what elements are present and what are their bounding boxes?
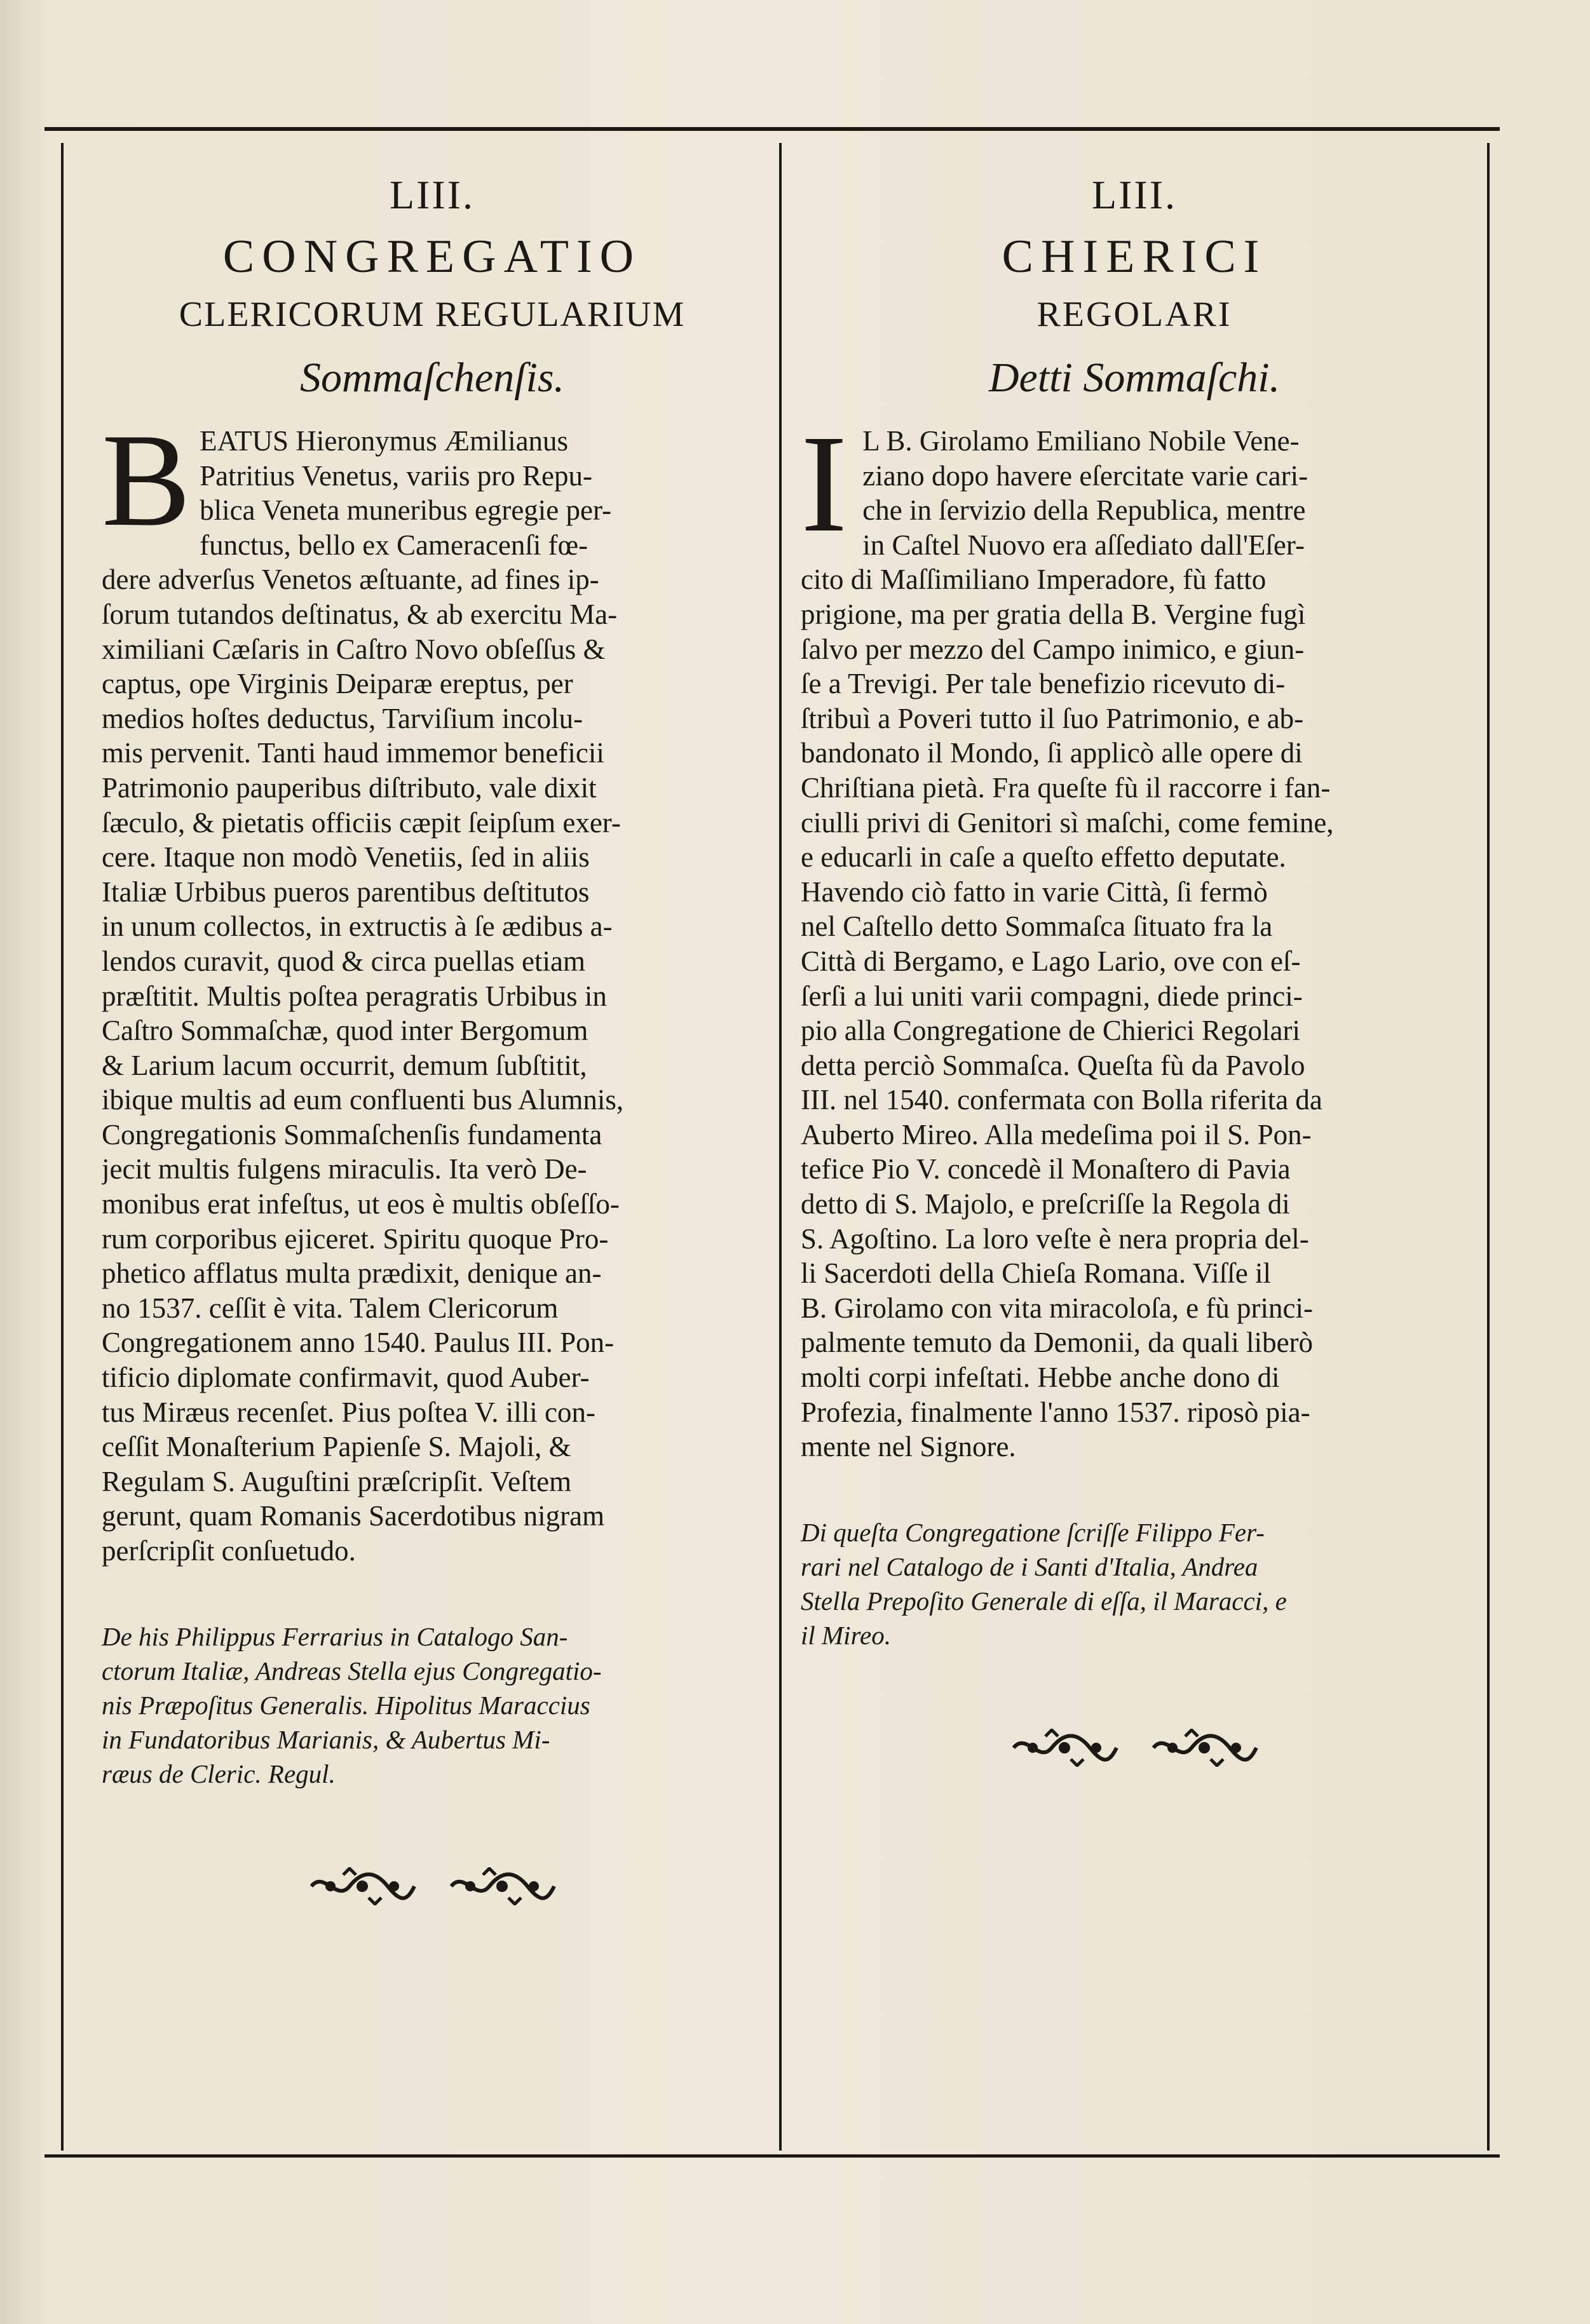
text-line: ſorum tutandos deſtinatus, & ab exercitu Ma- [102, 598, 618, 630]
text-line: Regulam S. Auguſtini præſcripſit. Veſtem [102, 1465, 572, 1497]
text-line: perſcripſit conſuetudo. [102, 1535, 356, 1567]
text-line: ibique multis ad eum confluenti bus Alumnis, [102, 1084, 624, 1116]
text-line: gerunt, quam Romanis Sacerdotibus nigram [102, 1500, 605, 1532]
text-line: no 1537. ceſſit è vita. Talem Clericorum [102, 1292, 559, 1324]
text-line: EATUS Hieronymus Æmilianus [200, 425, 569, 457]
right-rule [1487, 143, 1490, 2151]
text-line: lendos curavit, quod & circa puellas etiam [102, 945, 586, 977]
text-line: & Larium lacum occurrit, demum ſubſtitit, [102, 1049, 587, 1081]
text-line: rum corporibus ejiceret. Spiritu quoque Pro- [102, 1222, 609, 1255]
note-line: rari nel Catalogo de i Santi d'Italia, Andrea [801, 1551, 1258, 1581]
fleuron-icon [305, 1867, 419, 1905]
text-line: mis pervenit. Tanti haud immemor beneficii [102, 737, 604, 769]
text-line: detta perciò Sommaſca. Queſta fù da Pavolo [801, 1049, 1305, 1081]
text-line: Auberto Mireo. Alla medeſima poi il S. Pon- [801, 1118, 1312, 1151]
body-text [102, 407, 763, 1569]
text-line: Chriſtiana pietà. Fra queſte fù il raccorre i fan- [801, 771, 1331, 804]
text-line: tificio diplomate confirmavit, quod Auber- [102, 1361, 590, 1394]
text-line: e educarli in caſe a queſto effetto deputate. [801, 841, 1286, 874]
fleuron-icon [1007, 1729, 1122, 1767]
note-line: in Fundatoribus Marianis, & Aubertus Mi- [102, 1724, 550, 1754]
fleuron-icon [1147, 1729, 1261, 1767]
text-line: Congregationis Sommaſchenſis fundamenta [102, 1118, 602, 1151]
section-number: LIII. [389, 172, 475, 217]
text-line: in Caſtel Nuovo era aſſediato dall'Eſer- [862, 529, 1305, 561]
text-line: B. Girolamo con vita miracoloſa, e fù princi- [801, 1292, 1314, 1324]
text-line: jecit multis fulgens miraculis. Ita verò De- [102, 1153, 587, 1186]
text-line: palmente temuto da Demonii, da quali liberò [801, 1327, 1314, 1359]
text-line: ſerſi a lui uniti varii compagni, diede princi- [801, 980, 1303, 1012]
text-line: Patritius Venetus, variis pro Repu- [200, 459, 592, 492]
center-rule [779, 143, 782, 2151]
text-line: functus, bello ex Cameracenſi fœ- [200, 529, 588, 561]
text-line: blica Veneta muneribus egregie per- [200, 494, 612, 527]
text-line: ziano dopo havere eſercitate varie cari- [862, 459, 1308, 492]
text-line: Congregationem anno 1540. Paulus III. Pon- [102, 1327, 615, 1359]
ornament [801, 1729, 1468, 1767]
note-line: nis Præpoſitus Generalis. Hipolitus Maraccius [102, 1690, 590, 1720]
text-line: Patrimonio pauperibus diſtributo, vale dixit [102, 771, 597, 804]
text-line: molti corpi infeſtati. Hebbe anche dono di [801, 1361, 1280, 1394]
section-italic-heading: Sommaſchenſis. [299, 355, 565, 401]
text-line: che in ſervizio della Republica, mentre [862, 494, 1306, 527]
left-rule [61, 143, 64, 2151]
note-line: Di queſta Congregatione ſcriſſe Filippo Fer- [801, 1517, 1265, 1547]
fleuron-icon [445, 1867, 559, 1905]
text-line: S. Agoſtino. La loro veſte è nera propria del- [801, 1222, 1309, 1255]
text-line: præſtitit. Multis poſtea peragratis Urbibus in [102, 980, 607, 1012]
text-line: li Sacerdoti della Chieſa Romana. Viſſe il [801, 1257, 1272, 1290]
text-line: mente nel Signore. [801, 1431, 1016, 1463]
note-line: De his Philippus Ferrarius in Catalogo San- [102, 1621, 568, 1651]
text-line: pio alla Congregatione de Chierici Regolari [801, 1015, 1301, 1047]
text-line: dere adverſus Venetos æſtuante, ad fines ip- [102, 564, 599, 596]
text-line: ſalvo per mezzo del Campo inimico, e giun- [801, 633, 1305, 665]
text-line: ciulli privi di Genitori sì maſchi, come femine, [801, 806, 1334, 839]
text-line: medios hoſtes deductus, Tarviſium incolu- [102, 702, 583, 734]
text-line: in unum collectos, in extructis à ſe ædibus a- [102, 910, 613, 943]
text-line: bandonato il Mondo, ſi applicò alle opere di [801, 737, 1303, 769]
note-line: il Mireo. [801, 1620, 891, 1650]
text-line: monibus erat infeſtus, ut eos è multis obſeſſo- [102, 1188, 620, 1220]
text-line: Profezia, finalmente l'anno 1537. riposò pia- [801, 1396, 1310, 1428]
drop-cap: I [801, 406, 848, 561]
section-number: LIII. [1091, 172, 1178, 217]
ornament [102, 1867, 763, 1905]
text-line: ceſſit Monaſterium Papienſe S. Majoli, & [102, 1431, 571, 1463]
text-line: Città di Bergamo, e Lago Lario, ove con eſ- [801, 945, 1301, 977]
text-line: detto di S. Majolo, e preſcriſſe la Regola di [801, 1188, 1290, 1220]
text-line: cito di Maſſimiliano Imperadore, fù fatto [801, 564, 1267, 596]
latin-column [102, 152, 763, 1905]
italian-column [801, 152, 1468, 1767]
text-line: nel Caſtello detto Sommaſca ſituato fra la [801, 910, 1273, 943]
text-line: Italiæ Urbibus pueros parentibus deſtitutos [102, 875, 590, 908]
section-italic-heading: Detti Sommaſchi. [988, 355, 1281, 401]
section-title: CHIERICI [1002, 231, 1267, 283]
text-line: L B. Girolamo Emiliano Nobile Vene- [862, 425, 1300, 457]
note-text [801, 1515, 1468, 1652]
text-line: ximiliani Cæſaris in Caſtro Novo obſeſſus & [102, 633, 606, 665]
section-subtitle: REGOLARI [1036, 295, 1232, 334]
note-line: Stella Prepoſito Generale di eſſa, il Maracci, e [801, 1586, 1287, 1616]
text-line: phetico afflatus multa prædixit, denique an- [102, 1257, 602, 1290]
text-line: Havendo ciò fatto in varie Città, ſi fermò [801, 875, 1268, 908]
note-line: ctorum Italiæ, Andreas Stella ejus Congregatio- [102, 1656, 602, 1686]
note-text [102, 1619, 763, 1791]
text-line: ſtribuì a Poveri tutto il ſuo Patrimonio, e ab- [801, 702, 1304, 734]
drop-cap: B [102, 407, 191, 554]
section-subtitle: CLERICORUM REGULARIUM [179, 295, 686, 334]
text-line: tefice Pio V. concedè il Monaſtero di Pavia [801, 1153, 1291, 1186]
text-line: captus, ope Virginis Deiparæ ereptus, per [102, 668, 573, 700]
text-line: ſe a Trevigi. Per tale benefizio ricevuto di- [801, 668, 1286, 700]
text-line: Caſtro Sommaſchæ, quod inter Bergomum [102, 1015, 588, 1047]
body-text [801, 406, 1468, 1464]
section-title: CONGREGATIO [222, 231, 642, 283]
text-line: cere. Itaque non modò Venetiis, ſed in aliis [102, 841, 590, 874]
text-line: ſæculo, & pietatis officiis cæpit ſeipſum exer- [102, 806, 621, 839]
text-line: tus Miræus recenſet. Pius poſtea V. illi con- [102, 1396, 596, 1428]
text-line: III. nel 1540. confermata con Bolla riferita da [801, 1084, 1322, 1116]
text-line: prigione, ma per gratia della B. Vergine fugì [801, 598, 1306, 630]
note-line: ræus de Cleric. Regul. [102, 1759, 336, 1788]
